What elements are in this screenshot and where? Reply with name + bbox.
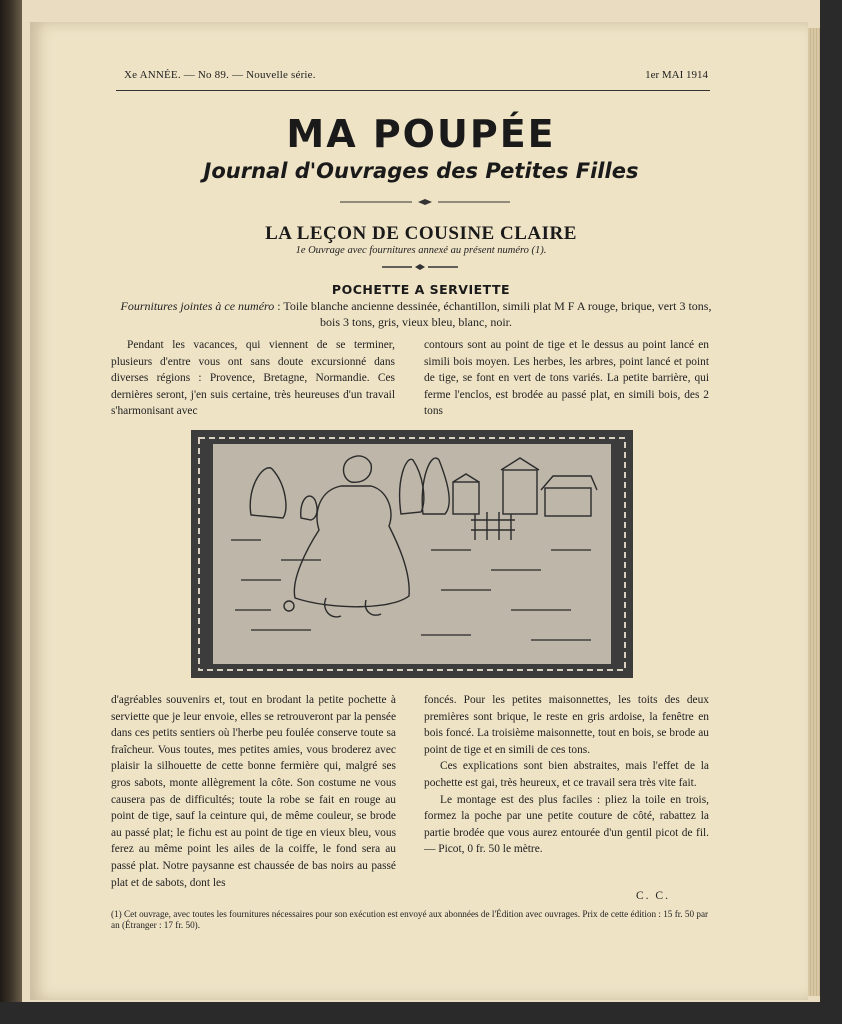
masthead-subtitle: Journal d'Ouvrages des Petites Filles <box>203 159 639 183</box>
header-rule <box>116 90 710 91</box>
paragraph: Le montage est des plus faciles : pliez la toile en trois, formez la poche par une petite couture de côté, rabattez la partie brodée que vous aurez entourée d'un gentil picot de fil. — Picot, 0 fr. 50 le mètre. <box>424 793 709 856</box>
bottom-margin-dark <box>0 1002 842 1024</box>
lesson-title: LA LEÇON DE COUSINE CLAIRE <box>265 223 577 244</box>
article-column-3 <box>111 692 396 891</box>
article-column-4 <box>424 692 709 858</box>
paragraph: Pendant les vacances, qui viennent de se terminer, plusieurs d'entre vous ont sans doute excursionné dans diverses régions : Provence, Bretagne, Normandie. Ces dernières seront, j'en suis certaine, très heureuses d'un travail s'harmonisant avec <box>111 339 395 418</box>
masthead-title: MA POUPÉE <box>286 112 556 156</box>
supplies-text: : Toile blanche ancienne dessinée, échantillon, simili plat M F A rouge, brique, vert 3 tons, bois 3 tons, gris, vieux bleu, blanc, noir. <box>274 299 712 329</box>
supplies-label: Fournitures jointes à ce numéro <box>120 299 275 313</box>
small-ornament-icon <box>380 264 460 270</box>
ornament-divider-icon <box>340 199 510 205</box>
lesson-note: 1e Ouvrage avec fournitures annexé au présent numéro (1). <box>295 245 547 256</box>
supplies-list <box>112 298 720 330</box>
issue-date: 1er MAI 1914 <box>645 69 708 81</box>
section-title: POCHETTE A SERVIETTE <box>331 282 511 297</box>
embroidery-illustration <box>191 430 633 678</box>
article-column-1 <box>111 337 395 420</box>
paragraph: Ces explications sont bien abstraites, mais l'effet de la pochette est gai, très heureux, et ce travail sera très vite fait. <box>424 760 709 789</box>
paragraph: contours sont au point de tige et le dessus au point lancé en simili bois moyen. Les herbes, les arbres, point lancé et point de tige, se font en vert de tons variés. La petite barrière, qui ferme l'enclos, est brodée au passé plat, en simili bois, des 2 tons <box>424 339 709 418</box>
paragraph: d'agréables souvenirs et, tout en brodant la petite pochette à serviette que je leur envoie, elles se retrouveront par la pensée dans ces petits sentiers où l'herbe peu foulée conserve toute sa fraîcheur. Vous toutes, mes petites amies, vous broderez avec plaisir la silhouette de cette bonne fermière qui, malgré ses gros sabots, monte allègrement la côte. Son costume ne vous causera pas de difficultés; toute la robe se fait en rouge au point de tige, sauf la ceinture qui, de même couleur, se brode au passé plat; le fichu est au point de tige en vieux bleu, vous ferez au même point les ailes de la coiffe, le fond sera au passé plat. Notre paysanne est chaussée de bas noirs au passé plat et de sabots, dont les <box>111 694 396 889</box>
paragraph: foncés. Pour les petites maisonnettes, les toits des deux premières sont brique, le reste en gris ardoise, la fenêtre en bois foncé. La troisième maisonnette, tout en bois, se brode au point de tige et en simili de ces tons. <box>424 694 709 756</box>
article-column-2 <box>424 337 709 420</box>
issue-info: Xe ANNÉE. — No 89. — Nouvelle série. <box>124 69 316 81</box>
footnote: (1) Cet ouvrage, avec toutes les fournitures nécessaires pour son exécution est envoyé aux abonnées de l'Édition avec ouvrages. Prix de cette édition : 15 fr. 50 par an (Étranger : 17 fr. 50). <box>111 909 709 930</box>
signature: C. C. <box>636 890 670 902</box>
